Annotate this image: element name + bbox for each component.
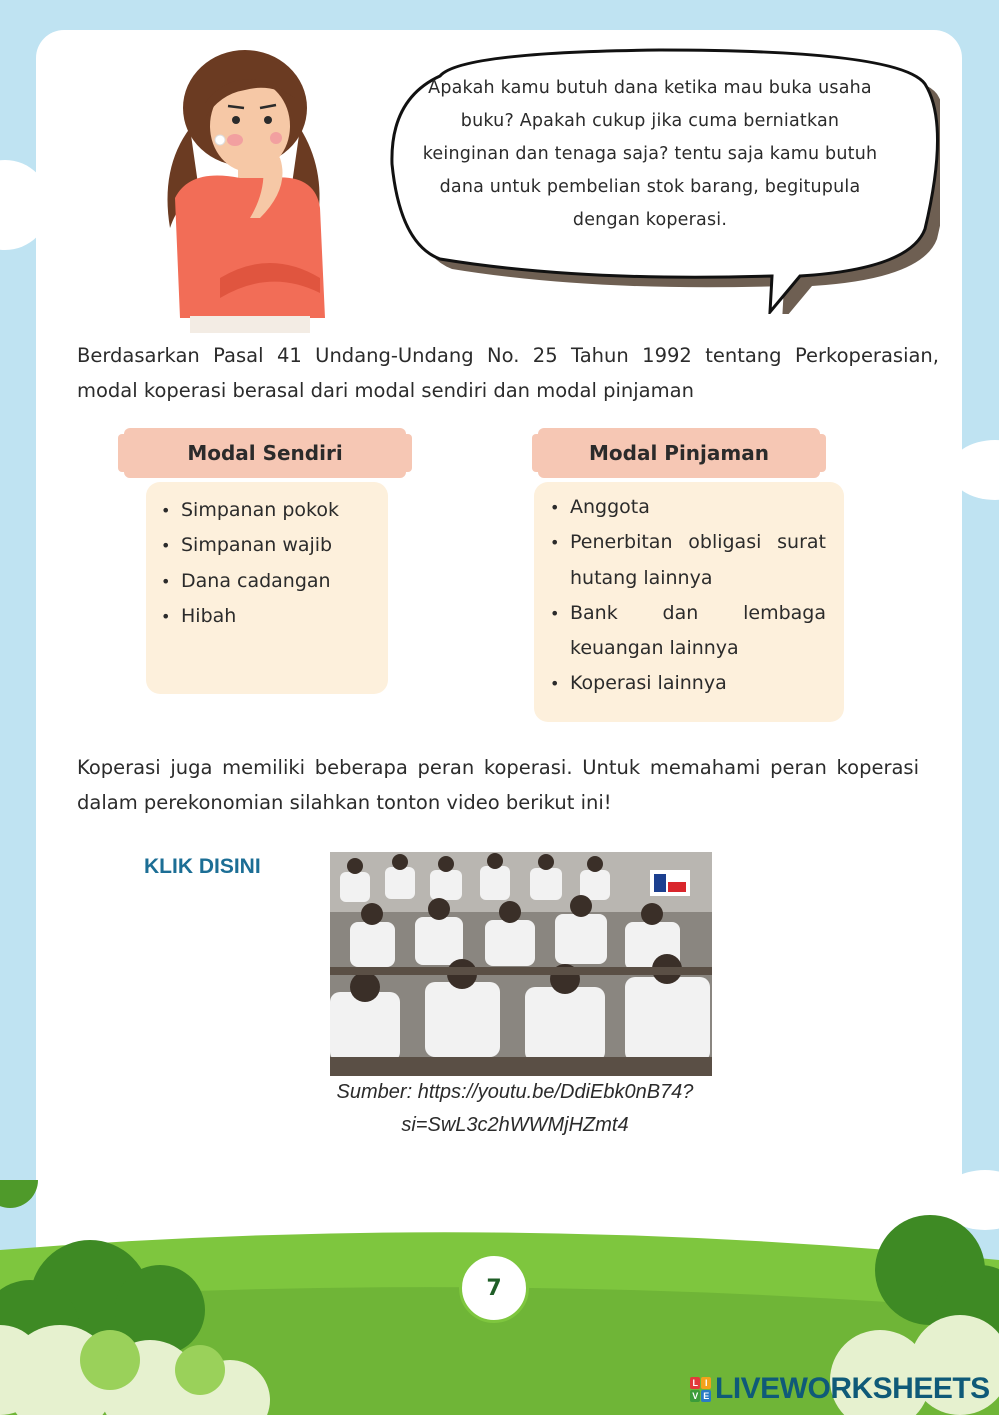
- list-item: • Simpanan wajib: [157, 528, 387, 563]
- page-number: 7: [459, 1253, 529, 1323]
- liveworksheets-logo[interactable]: [690, 1372, 990, 1406]
- list-item: • Dana cadangan: [157, 564, 387, 599]
- list-item: • Hibah: [157, 599, 387, 634]
- list-item: • Penerbitan obligasi surat hutang lainnya: [546, 525, 826, 596]
- modal-sendiri-title: [124, 428, 406, 478]
- liveworksheets-icon: [690, 1377, 711, 1402]
- video-caption: [300, 1076, 730, 1142]
- liveworksheets-wordmark: LIVEWORKSHEETS: [715, 1372, 990, 1405]
- list-item: • Simpanan pokok: [157, 493, 387, 528]
- list-item: • Anggota: [546, 490, 826, 525]
- video-caption-line2: si=SwL3c2hWWMjHZmt4: [401, 1114, 629, 1136]
- modal-pinjaman-title: [538, 428, 820, 478]
- list-item: • Koperasi lainnya: [546, 666, 826, 701]
- video-caption-line1: Sumber: https://youtu.be/DdiEbk0nB74?: [336, 1081, 694, 1103]
- modal-pinjaman-list: [546, 490, 826, 702]
- thinking-woman-illustration: [150, 48, 340, 333]
- modal-sendiri-title-text: Modal Sendiri: [187, 441, 343, 465]
- logo-letter: L: [690, 1377, 700, 1389]
- intro-paragraph: Berdasarkan Pasal 41 Undang-Undang No. 25 Tahun 1992 tentang Perkoperasian, modal koperasi berasal dari modal sendiri dan modal pinjaman: [77, 344, 939, 402]
- video-thumbnail[interactable]: [330, 852, 712, 1076]
- klik-disini-link[interactable]: KLIK DISINI: [144, 855, 261, 878]
- classroom-exam-image: [330, 852, 712, 1076]
- logo-letter: E: [701, 1390, 711, 1402]
- modal-sendiri-list: [157, 493, 387, 634]
- speech-bubble-text: Apakah kamu butuh dana ketika mau buka usaha buku? Apakah cukup jika cuma berniatkan keinginan dan tenaga saja? tentu saja kamu butuh dana untuk pembelian stok barang, begitupula dengan koperasi.: [422, 78, 878, 230]
- video-paragraph: Koperasi juga memiliki beberapa peran koperasi. Untuk memahami peran koperasi dalam perekonomian silahkan tonton video berikut ini!: [77, 756, 919, 814]
- logo-letter: V: [690, 1390, 700, 1402]
- logo-letter: I: [701, 1377, 711, 1389]
- list-item: • Bank dan lembaga keuangan lainnya: [546, 596, 826, 667]
- modal-pinjaman-title-text: Modal Pinjaman: [589, 441, 769, 465]
